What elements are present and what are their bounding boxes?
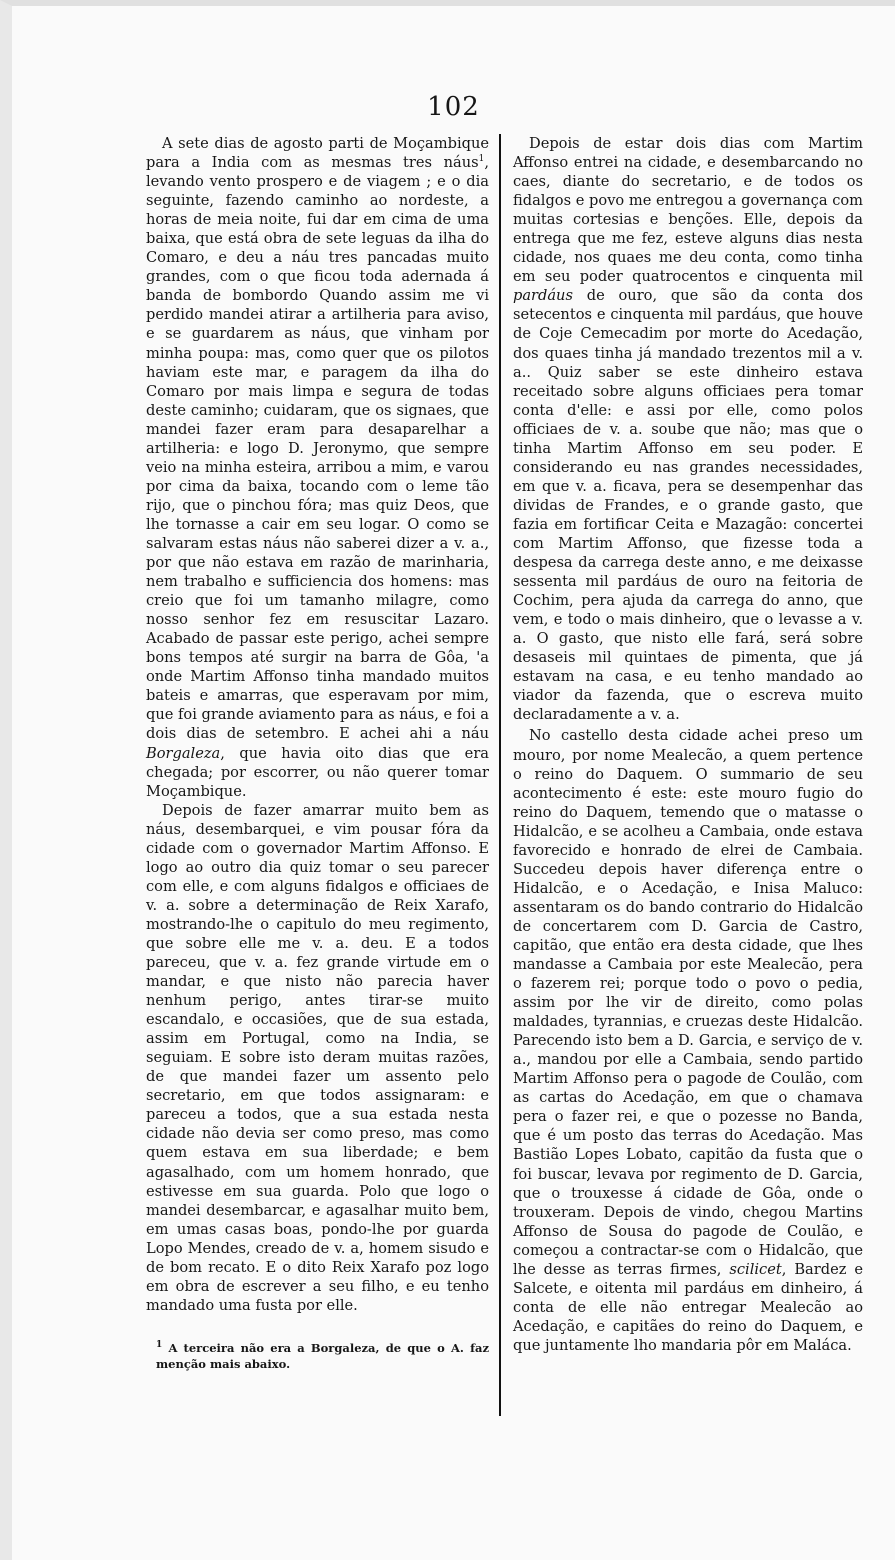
left-column bbox=[146, 134, 489, 1372]
page-number: 102 bbox=[427, 92, 480, 122]
paragraph-text: A sete dias de agosto parti de Moçambique para a India com as mesmas tres náus bbox=[146, 135, 489, 172]
paragraph bbox=[513, 134, 863, 724]
footnote-marker: 1 bbox=[478, 154, 485, 165]
paragraph-text: , que havia oito dias que era chegada; por escorrer, ou não querer tomar Moçambique. bbox=[146, 744, 489, 800]
footnote bbox=[146, 1340, 489, 1372]
right-column bbox=[499, 134, 863, 1416]
paragraph-text: de ouro, que são da conta dos setecentos e cinquenta mil pardáus, que houve de Coje Cemecadim por morte do Acedação, dos quaes tinha já mandado trezentos mil a v. a.. Quiz saber se este dinheiro estava receitado sobre alguns officiaes pera tomar conta d'elle: e assi por elle, como polos officiaes de v. a. soube que não; mas que o tinha Martim Affonso em seu poder. E considerando eu nas grandes necessidades, em que v. a. ficava, pera se desempenhar das dividas de Frandes, e o grande gasto, que fazia em fortificar Ceita e Mazagão: concertei com Martim Affonso, que fizesse toda a despesa da carrega deste anno, e me deixasse sessenta mil pardáus de ouro na feitoria de Cochim, pera ajuda da carrega do anno, que vem, e todo o mais dinheiro, que o levasse a v. a. O gasto, que nisto elle fará, será sobre desaseis mil quintaes de pimenta, que já estavam na casa, e eu tenho mandado ao viador da fazenda, que o escreva muito declaradamente a v. a. bbox=[513, 287, 863, 724]
ship-name: Borgaleza bbox=[146, 744, 221, 762]
paragraph bbox=[146, 134, 489, 801]
paragraph: Depois de fazer amarrar muito bem as náus, desembarquei, e vim pousar fóra da cidade com o governador Martim Affonso. E logo ao outro dia quiz tomar o seu parecer com elle, e com alguns fidalgos e officiaes de v. a. sobre a determinação de Reix Xarafo, mostrando-lhe o capitulo do meu regimento, que sobre elle me v. a. deu. E a todos pareceu, que v. a. fez grande virtude em o mandar, e que nisto não parecia haver nenhum perigo, antes tirar-se muito escandalo, e occasiões, que de sua estada, assim em Portugal, como na India, se seguiam. E sobre isto deram muitas razões, de que mandei fazer um assento pelo secretario, em que todos assignaram: e pareceu a todos, que a sua estada nesta cidade não devia ser como preso, mas como quem estava em sua liberdade; e bem agasalhado, com um homem honrado, que estivesse em sua guarda. Polo que logo o mandei desembarcar, e agasalhar muito bem, em umas casas boas, pondo-lhe por guarda Lopo Mendes, creado de v. a, homem sisudo e de bom recato. E o dito Reix Xarafo poz logo em obra de escrever a seu filho, e eu tenho mandado uma fusta por elle. bbox=[146, 801, 489, 1314]
paragraph-text: Depois de estar dois dias com Martim Affonso entrei na cidade, e desembarcando no caes, diante do secretario, e de todos os fidalgos e povo me entregou a governança com muitas cortesias e benções. Elle, depois da entrega que me fez, esteve alguns dias nesta cidade, nos quaes me deu conta, como tinha em seu poder quatrocentos e cinquenta mil bbox=[513, 135, 863, 286]
footnote-text: A terceira não era a Borgaleza, de que o A. faz menção mais abaixo. bbox=[156, 1340, 489, 1371]
paragraph bbox=[513, 726, 863, 1355]
footnote-mark: 1 bbox=[156, 1340, 163, 1351]
footnote-divider bbox=[156, 1329, 196, 1330]
paragraph-text: , Bardez e Salcete, e oitenta mil pardáus em dinheiro, á conta de elle não entregar Mealecão ao Acedação, e capitães do reino do Daquem, e que juntamente lho mandaria pôr em Maláca. bbox=[513, 1260, 864, 1354]
paragraph-text: No castello desta cidade achei preso um mouro, por nome Mealecão, a quem pertence o reino do Daquem. O summario de seu acontecimento é este: este mouro fugio do reino do Daquem, temendo que o matasse o Hidalcão, e se acolheu a Cambaia, onde estava favorecido e honrado de elrei de Cambaia. Succedeu depois haver diferença entre o Hidalcão, e o Acedação, e Inisa Maluco: assentaram os do bando contrario do Hidalcão de concertarem com D. Garcia de Castro, capitão, que então era desta cidade, que lhes mandasse a Cambaia por este Mealecão, pera o fazerem rei; porque todo o povo o pedia, assim por lhe vir de direito, como polas maldades, tyrannias, e cruezas deste Hidalcão. Parecendo isto bem a D. Garcia, e serviço de v. a., mandou por elle a Cambaia, sendo partido Martim Affonso pera o pagode de Coulão, com as cartas do Acedação, em que o chamava pera o fazer rei, e que o pozesse no Banda, que é um posto das terras do Acedação. Mas Bastião Lopes Lobato, capitão da fusta que o foi buscar, levava por regimento de D. Garcia, que o trouxesse á cidade de Gôa, onde o trouxeram. Depois de vindo, chegou Martins Affonso de Sousa do pagode de Coulão, e começou a contractar-se com o Hidalcão, que lhe desse as terras firmes, bbox=[513, 727, 863, 1278]
latin-term: scilicet bbox=[729, 1260, 782, 1278]
paragraph-text: , levando vento prospero e de viagem ; e o dia seguinte, fazendo caminho ao nordeste, a horas de meia noite, fui dar em cima de uma baixa, que está obra de sete leguas da ilha do Comaro, e deu a náu tres pancadas muito grandes, com o que ficou toda adernada á banda de bombordo Quando assim me vi perdido mandei atirar a artilheria para aviso, e se guardarem as náus, que vinham por minha poupa: mas, como quer que os pilotos haviam este mar, e paragem da ilha do Comaro por mais limpa e segura de todas deste caminho; cuidaram, que os signaes, que mandei fazer eram para desaparelhar a artilheria: e logo D. Jeronymo, que sempre veio na minha esteira, arribou a mim, e varou por cima da baixa, tocando com o leme tão rijo, que o pinchou fóra; mas quiz Deos, que lhe tornasse a cair em seu logar. O como se salvaram estas náus não saberei dizer a v. a., por que não estava em razão de marinharia, nem trabalho e sufficiencia dos homens: mas creio que foi um tamanho milagre, como nosso senhor fez em resuscitar Lazaro. Acabado de passar este perigo, achei sempre bons tempos até surgir na barra de Gôa, 'a onde Martim Affonso tinha mandado muitos bateis e amarras, que esperavam por mim, que foi grande aviamento para as náus, e foi a dois dias de setembro. E achei ahi a náu bbox=[146, 154, 489, 743]
currency-term: pardáus bbox=[513, 287, 573, 305]
